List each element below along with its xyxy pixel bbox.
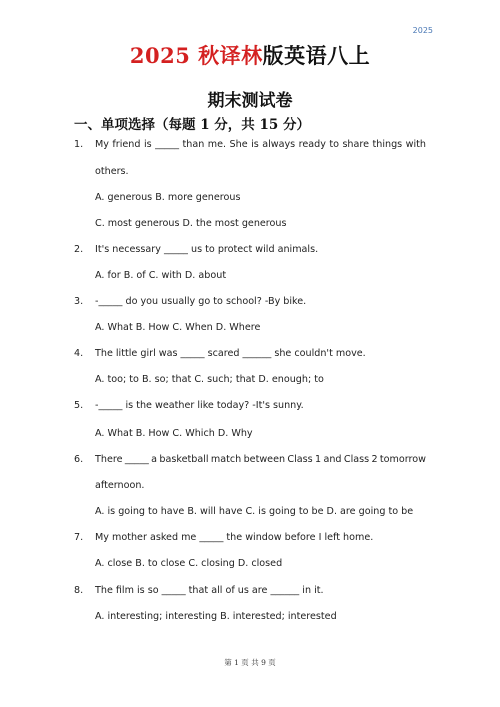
question-1-stem-continued: others. xyxy=(95,166,129,177)
word: tomorrow xyxy=(379,454,426,465)
word: to xyxy=(329,139,339,150)
word: Class xyxy=(343,454,370,465)
question-text: -_____ is the weather like today? -It's sunny. xyxy=(95,400,304,411)
question-number: 6. xyxy=(74,454,84,465)
word: things xyxy=(372,139,403,150)
word: There xyxy=(95,454,123,465)
word: than xyxy=(182,139,205,150)
question-8-options: A. interesting; interesting B. interested; interested xyxy=(95,611,337,622)
question-2-options: A. for B. of C. with D. about xyxy=(95,270,227,281)
question-4-options: A. too; to B. so; that C. such; that D. enough; to xyxy=(95,374,324,385)
word: is xyxy=(251,139,259,150)
title-red-part: 2025 秋译林 xyxy=(129,43,263,68)
word: 2 xyxy=(371,454,378,465)
question-text xyxy=(95,139,426,150)
page-footer: 第 1 页 共 9 页 xyxy=(224,658,276,667)
question-1-options-line-2: C. most generous D. the most generous xyxy=(95,218,287,229)
question-number: 2. xyxy=(74,244,84,255)
word: My xyxy=(95,139,109,150)
word: is xyxy=(143,139,152,150)
document-subtitle: 期末测试卷 xyxy=(207,91,293,111)
word: ready xyxy=(298,139,326,150)
question-5-options: A. What B. How C. Which D. Why xyxy=(95,428,253,439)
question-text: It's necessary _____ us to protect wild animals. xyxy=(95,244,319,255)
section-heading: 一、单项选择（每题 1 分，共 15 分） xyxy=(74,117,310,133)
word: between xyxy=(243,454,286,465)
question-number: 4. xyxy=(74,348,84,359)
question-text: My mother asked me _____ the window before I left home. xyxy=(95,532,374,543)
question-number: 3. xyxy=(74,296,84,307)
question-7-options: A. close B. to close C. closing D. closed xyxy=(95,558,283,569)
word: always xyxy=(262,139,296,150)
question-text: The little girl was _____ scared ______ she couldn't move. xyxy=(95,348,366,359)
question-text xyxy=(95,454,426,465)
word: Class xyxy=(287,454,313,465)
question-6-stem-continued: afternoon. xyxy=(95,480,145,491)
word: _____ xyxy=(155,139,180,150)
word: match xyxy=(210,454,242,465)
word: and xyxy=(323,454,342,465)
word: _____ xyxy=(124,454,149,465)
word: a xyxy=(151,454,158,465)
question-number: 8. xyxy=(74,585,84,596)
question-number: 1. xyxy=(74,139,84,150)
title-black-part: 版英语八上 xyxy=(262,43,371,68)
word: with xyxy=(405,139,426,150)
word: share xyxy=(342,139,370,150)
question-number: 7. xyxy=(74,532,84,543)
word: friend xyxy=(112,139,141,150)
question-text: The film is so _____ that all of us are ______ in it. xyxy=(95,585,324,596)
question-6-options: A. is going to have B. will have C. is going to be D. are going to be xyxy=(95,506,414,517)
word: She xyxy=(229,139,248,150)
document-title xyxy=(0,40,500,70)
word: me. xyxy=(207,139,227,150)
word: 1 xyxy=(315,454,322,465)
question-number: 5. xyxy=(74,400,84,411)
question-text: -_____ do you usually go to school? -By bike. xyxy=(95,296,307,307)
corner-year-label: 2025 xyxy=(412,26,433,35)
question-1-options-line-1: A. generous B. more generous xyxy=(95,192,241,203)
question-3-options: A. What B. How C. When D. Where xyxy=(95,322,261,333)
word: basketball xyxy=(159,454,209,465)
